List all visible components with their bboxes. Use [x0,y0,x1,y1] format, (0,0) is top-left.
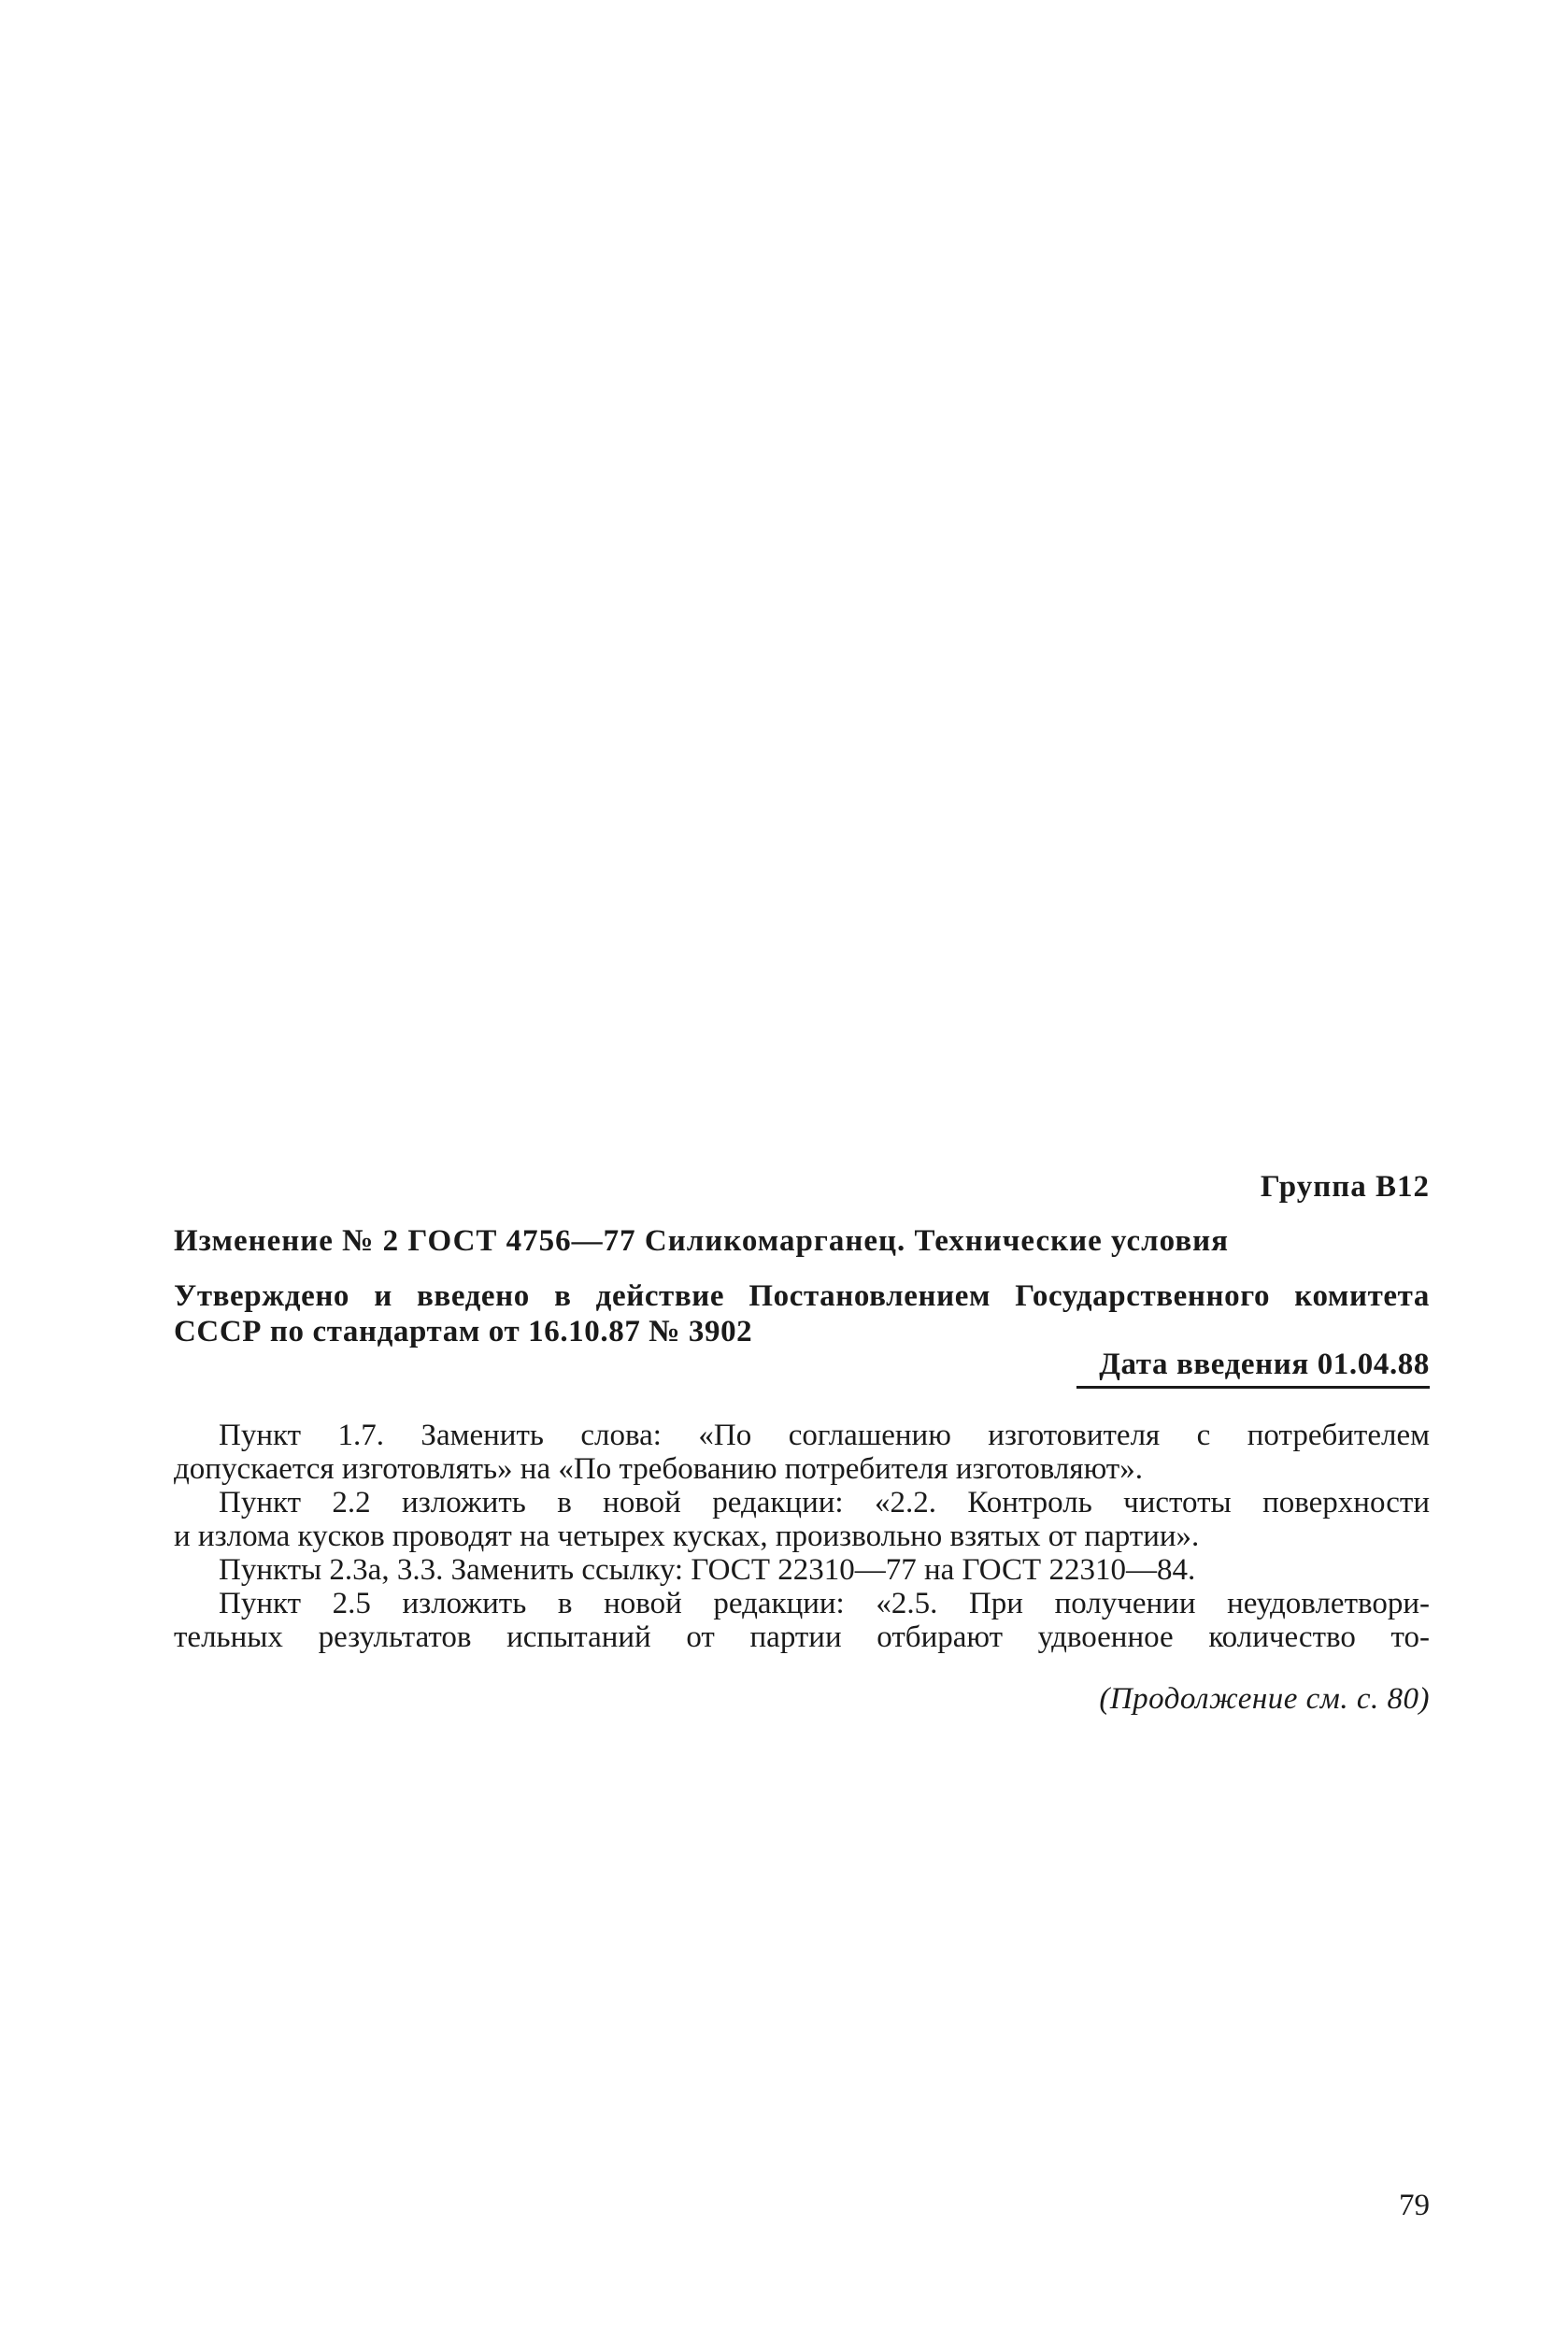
amendment-body [174,1419,1430,1654]
paragraph-2-line-1: Пункт 2.2 изложить в новой редакции: «2.2. Контроль чистоты поверхности [219,1486,1430,1520]
paragraph-2-line-2: и излома кусков проводят на четырех кусках, произвольно взятых от партии». [174,1520,1200,1553]
approval-line-1: Утверждено и введено в действие Постановлением Государственного комитета [174,1279,1430,1313]
paragraph-3-line-1: Пункты 2.3а, 3.3. Заменить ссылку: ГОСТ 22310—77 на ГОСТ 22310—84. [219,1553,1196,1587]
paragraph-1-line-2: допускается изготовлять» на «По требованию потребителя изготовляют». [174,1452,1143,1486]
paragraph-1-line-1: Пункт 1.7. Заменить слова: «По соглашению изготовителя с потребителем [219,1419,1430,1452]
effective-date: Дата введения 01.04.88 [1076,1348,1430,1389]
group-code: Группа В12 [1260,1170,1430,1204]
document-title: Изменение № 2 ГОСТ 4756—77 Силикомарганец. Технические условия [174,1224,1230,1258]
paragraph-4-line-2: тельных результатов испытаний от партии отбирают удвоенное количество то- [174,1620,1430,1654]
paragraph-4-line-1: Пункт 2.5 изложить в новой редакции: «2.5. При получении неудовлетвори- [219,1587,1430,1620]
page-number: 79 [1399,2189,1430,2222]
approval-statement [174,1278,1430,1349]
continuation-note: (Продолжение см. с. 80) [1099,1682,1430,1716]
approval-line-2: СССР по стандартам от 16.10.87 № 3902 [174,1315,753,1348]
